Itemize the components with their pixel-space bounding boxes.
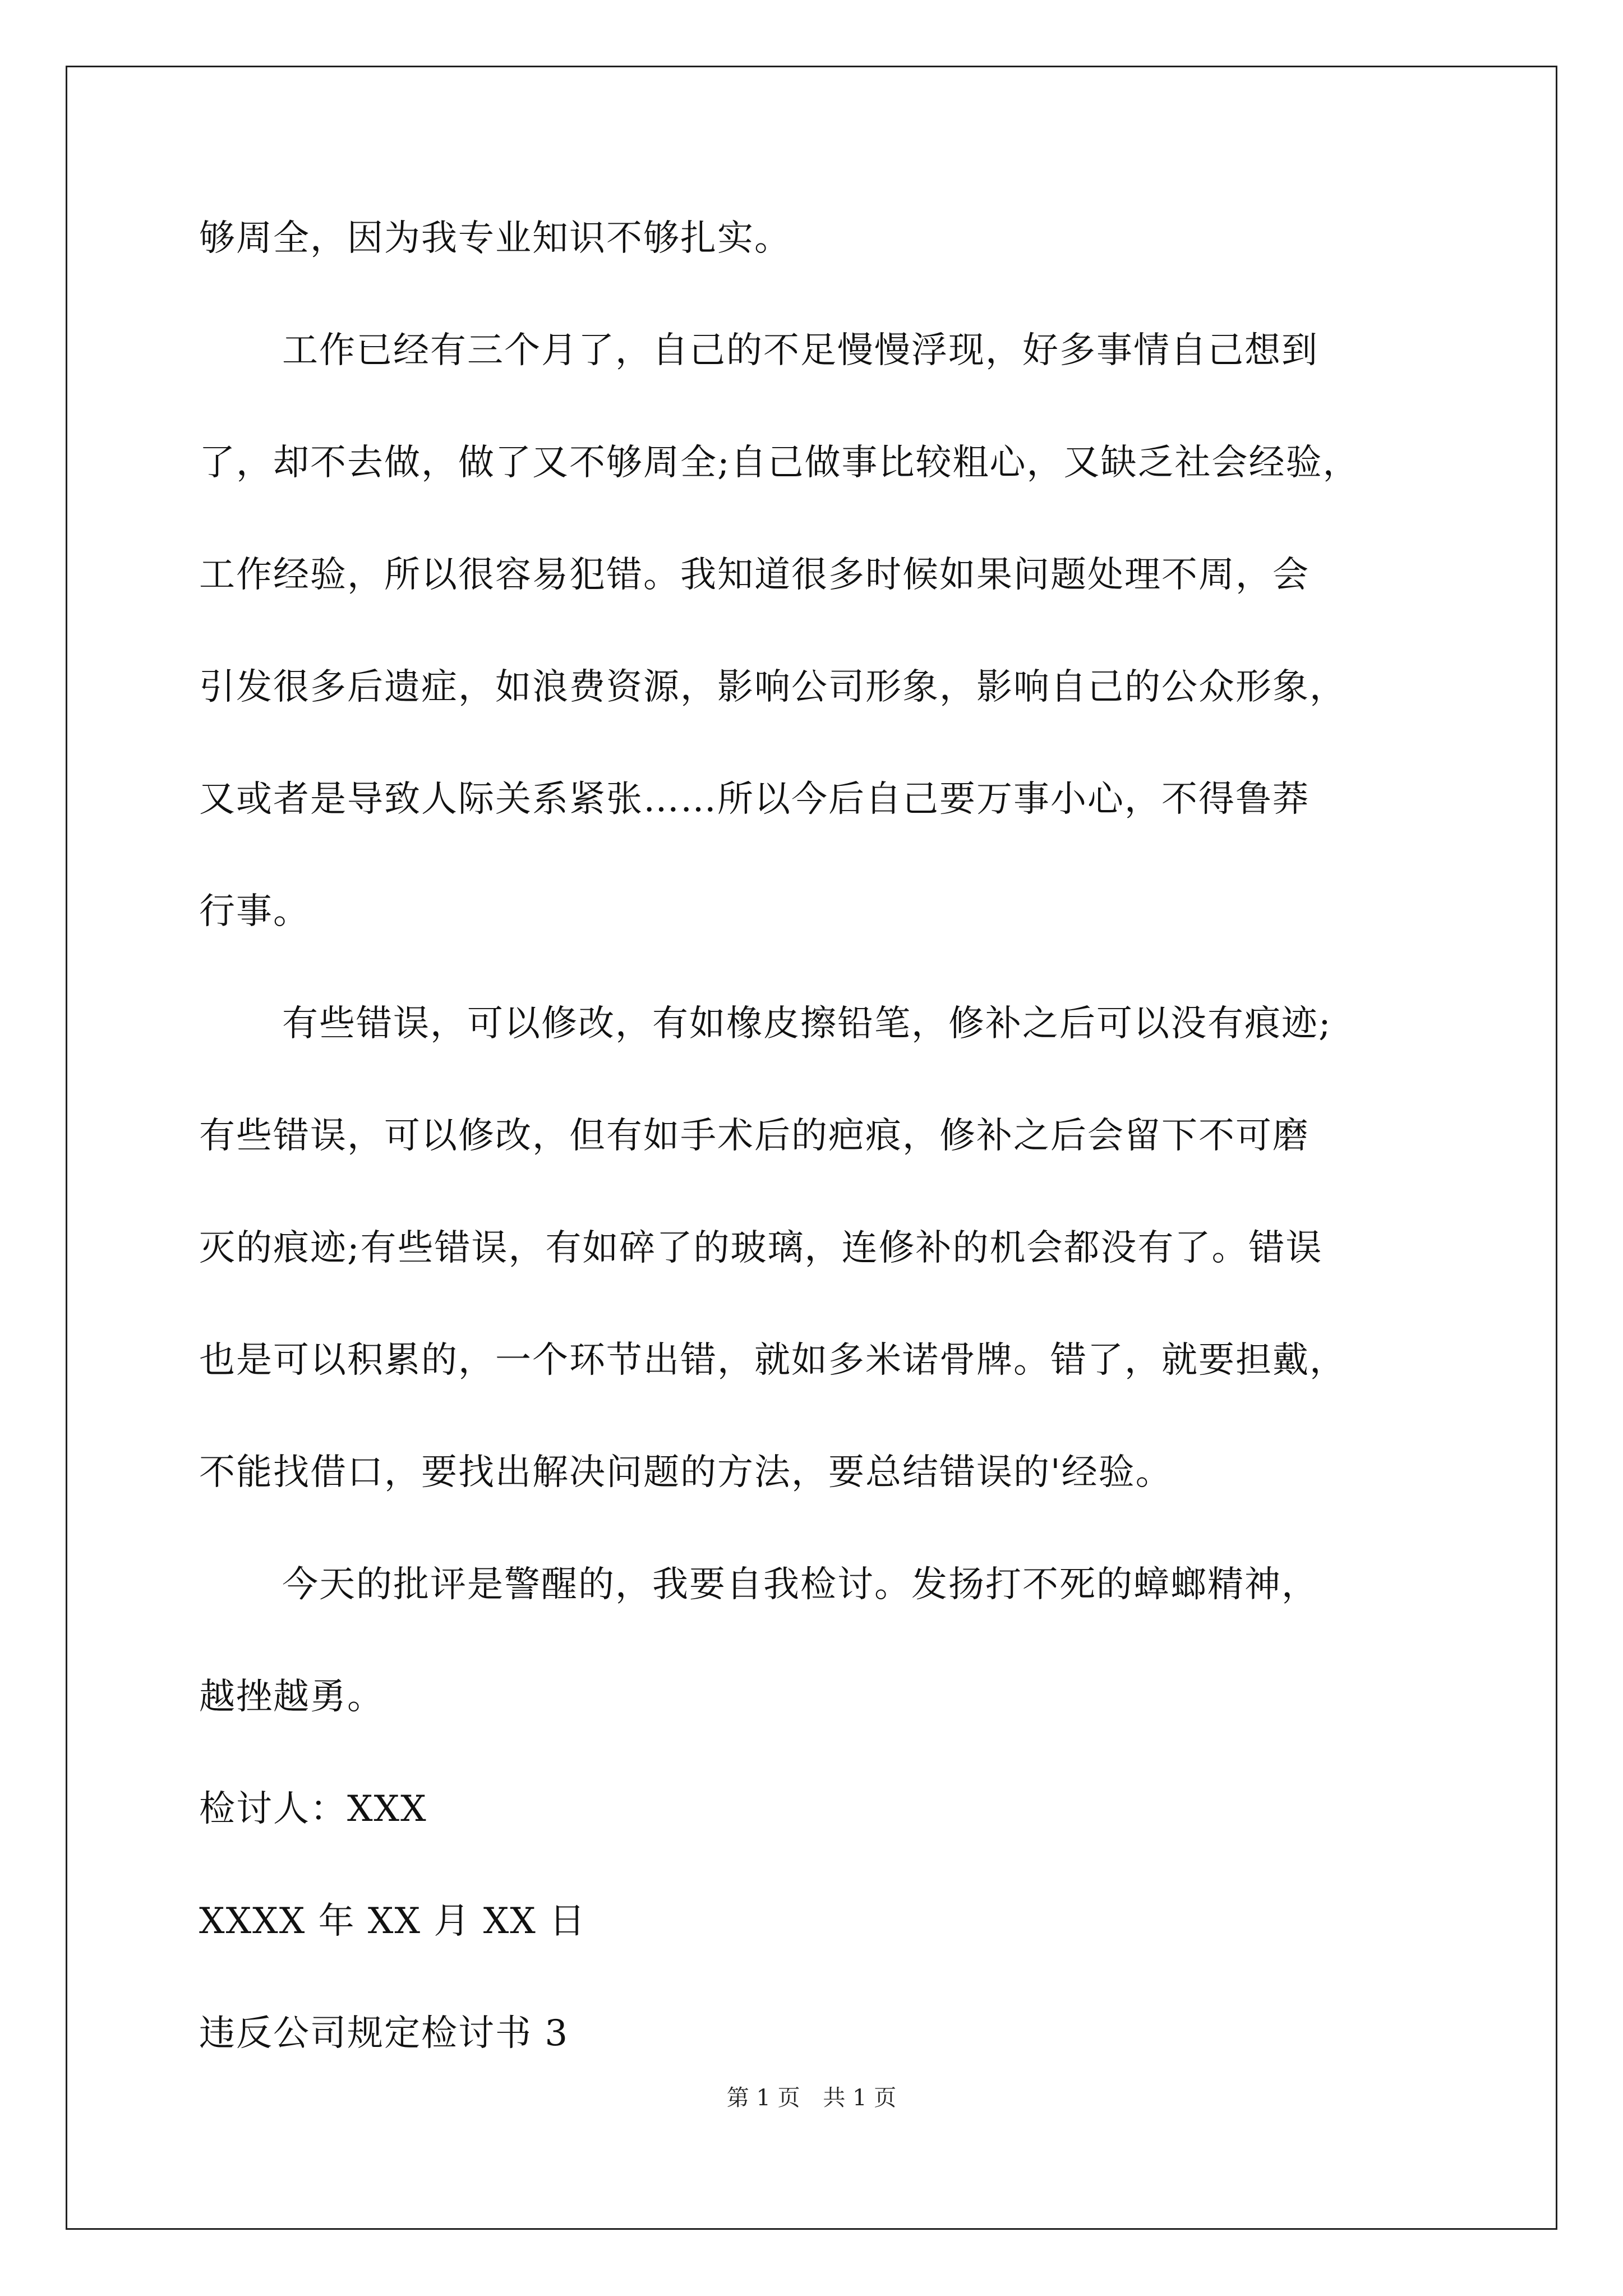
page-number-current: 第 1 页 [726, 2085, 800, 2111]
page-footer [0, 2081, 1623, 2115]
page-number-total: 共 1 页 [823, 2085, 897, 2111]
paragraph-line: 引发很多后遗症，如浪费资源，影响公司形象，影响自己的公众形象， [199, 666, 1347, 708]
paragraph-line: 又或者是导致人际关系紧张……所以今后自己要万事小心，不得鲁莽 [199, 779, 1310, 820]
paragraph-line: 今天的批评是警醒的，我要自我检讨。发扬打不死的蟑螂精神， [282, 1564, 1318, 1605]
paragraph-line: 有些错误，可以修改，有如橡皮擦铅笔，修补之后可以没有痕迹; [282, 1003, 1332, 1045]
section-heading: 违反公司规定检讨书 3 [199, 2013, 569, 2054]
paragraph-line: 够周全，因为我专业知识不够扎实。 [199, 218, 791, 259]
paragraph-line: 越挫越勇。 [199, 1676, 384, 1718]
paragraph-line: 也是可以积累的，一个环节出错，就如多米诺骨牌。错了，就要担戴， [199, 1340, 1347, 1381]
paragraph-line: 工作已经有三个月了，自己的不足慢慢浮现，好多事情自己想到 [282, 330, 1318, 371]
date-line: XXXX 年 XX 月 XX 日 [199, 1901, 587, 1942]
paragraph-line: 工作经验，所以很容易犯错。我知道很多时候如果问题处理不周，会 [199, 554, 1310, 596]
signature-line: 检讨人：XXX [199, 1788, 427, 1830]
paragraph-line: 有些错误，可以修改，但有如手术后的疤痕，修补之后会留下不可磨 [199, 1115, 1310, 1157]
paragraph-line: 了，却不去做，做了又不够周全;自己做事比较粗心，又缺乏社会经验， [199, 442, 1360, 484]
paragraph-line: 行事。 [199, 891, 310, 932]
paragraph-line: 不能找借口，要找出解决问题的方法，要总结错误的'经验。 [199, 1452, 1173, 1493]
paragraph-line: 灭的痕迹;有些错误，有如碎了的玻璃，连修补的机会都没有了。错误 [199, 1227, 1323, 1269]
